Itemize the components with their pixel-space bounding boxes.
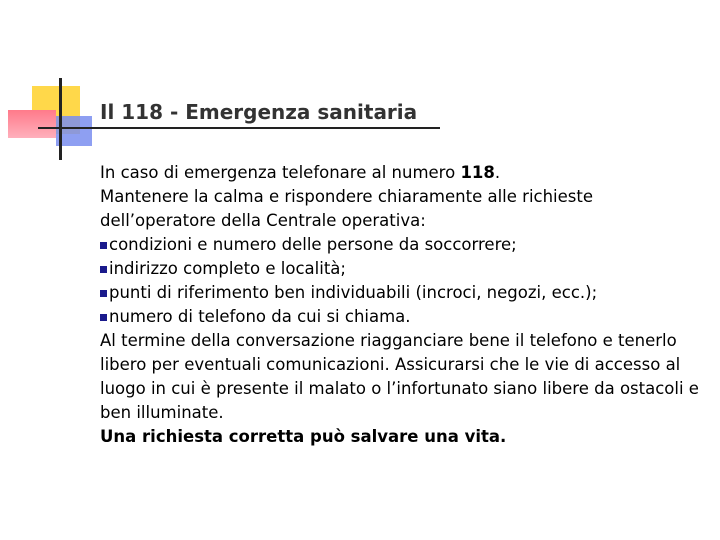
title-underline xyxy=(38,127,440,129)
bullet-item xyxy=(100,257,700,281)
bullet-text: numero di telefono da cui si chiama. xyxy=(109,307,411,326)
square-bullet-icon xyxy=(100,290,107,297)
bullet-text: indirizzo completo e località; xyxy=(109,259,346,278)
square-bullet-icon xyxy=(100,266,107,273)
slide-title: Il 118 - Emergenza sanitaria xyxy=(100,100,418,124)
intro-end: . xyxy=(494,163,501,182)
calm-paragraph: Mantenere la calma e rispondere chiaramente alle richieste dell’operatore della Centrale operativa: xyxy=(100,187,594,230)
square-bullet-icon xyxy=(100,314,107,321)
bullet-item xyxy=(100,281,700,305)
closing-paragraph: Al termine della conversazione riagganciare bene il telefono e tenerlo libero per eventuali comunicazioni. Assicurarsi che le vie di accesso al luogo in cui è presente il malato o l’infortunato siano libere da ostacoli e ben illuminate. xyxy=(100,331,699,422)
bullet-item xyxy=(100,233,700,257)
bullet-text: condizioni e numero delle persone da soccorrere; xyxy=(109,235,517,254)
intro-paragraph xyxy=(100,161,700,185)
logo-pink-square xyxy=(8,110,56,138)
slide-body xyxy=(100,161,700,449)
square-bullet-icon xyxy=(100,242,107,249)
logo-vertical-line xyxy=(59,78,62,160)
final-statement: Una richiesta corretta può salvare una vita. xyxy=(100,427,507,446)
emergency-number: 118 xyxy=(460,163,495,182)
intro-text: In caso di emergenza telefonare al numero xyxy=(100,163,461,182)
colored-squares-logo-icon xyxy=(0,0,720,170)
bullet-text: punti di riferimento ben individuabili (incroci, negozi, ecc.); xyxy=(109,283,598,302)
bullet-item xyxy=(100,305,700,329)
